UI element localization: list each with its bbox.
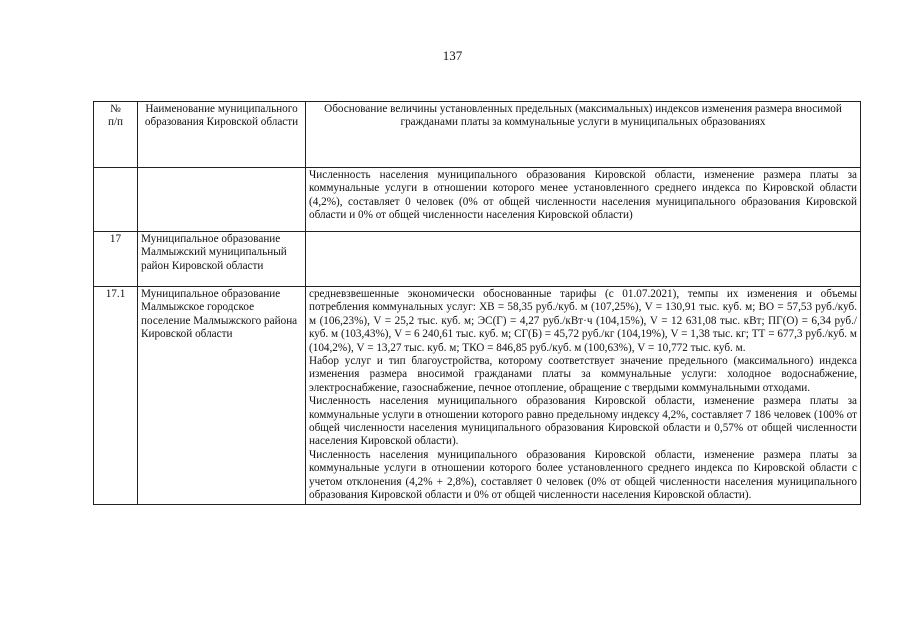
header-name: Наименование муниципального образования Кировской области (138, 102, 306, 168)
services-paragraph: Набор услуг и тип благоустройства, которому соответствует значение предельного (максимального) индекса изменения размера вносимой гражданами платы за коммунальные услуги: холодное водоснабжение, электроснабжение, газоснабжение, печное отопление, обращение с твердыми коммунальными отходами. (309, 355, 857, 394)
cell-justification (306, 232, 861, 287)
tariff-table (93, 101, 861, 505)
cell-name: Муниципальное образование Малмыжский муниципальный район Кировской области (138, 232, 306, 287)
header-justification: Обоснование величины установленных предельных (максимальных) индексов изменения размера вносимой гражданами платы за коммунальные услуги в муниципальных образованиях (306, 102, 861, 168)
population-equal-paragraph: Численность населения муниципального образования Кировской области, изменение размера платы за коммунальные услуги в отношении которого равно предельному индексу 4,2%, составляет 7 186 человек (100% от общей численности населения муниципального образования Кировской области и 0,57% от общей численности населения Кировской области). (309, 395, 857, 448)
table-row (94, 232, 861, 287)
header-num: № п/п (94, 102, 138, 168)
cell-name: Муниципальное образование Малмыжское городское поселение Малмыжского района Кировской области (138, 287, 306, 505)
table-row (94, 168, 861, 232)
cell-num: 17.1 (94, 287, 138, 505)
cell-name (138, 168, 306, 232)
page-number: 137 (442, 48, 463, 63)
cell-num (94, 168, 138, 232)
cell-justification (306, 287, 861, 505)
cell-num: 17 (94, 232, 138, 287)
cell-justification: Численность населения муниципального образования Кировской области, изменение размера платы за коммунальные услуги в отношении которого менее установленного среднего индекса по Кировской области (4,2%), составляет 0 человек (0% от общей численности населения муниципального образования Кировской области и 0% от общей численности населения Кировской области) (306, 168, 861, 232)
tariffs-paragraph: средневзвешенные экономически обоснованные тарифы (с 01.07.2021), темпы их изменения и объемы потребления коммунальных услуг: ХВ = 58,35 руб./куб. м (107,25%), V = 130,91 тыс. куб. м; ВО = 57,53 руб./куб. м (106,23%), V = 25,2 тыс. куб. м; ЭС(Г) = 4,27 руб./кВт·ч (104,15%), V = 12 631,08 тыс. кВт; ПГ(О) = 6,34 руб./куб. м (103,43%), V = 6 240,61 тыс. куб. м; СГ(Б) = 45,72 руб./кг (104,19%), V = 1,38 тыс. кг; ТТ = 677,3 руб./куб. м (104,2%), V = 13,27 тыс. куб. м; ТКО = 846,85 руб./куб. м (100,63%), V = 10,772 тыс. куб. м. (309, 288, 857, 354)
table-row (94, 287, 861, 505)
table-header-row (94, 102, 861, 168)
population-above-paragraph: Численность населения муниципального образования Кировской области, изменение размера платы за коммунальные услуги в отношении которого более установленного среднего индекса по Кировской области с учетом отклонения (4,2% + 2,8%), составляет 0 человек (0% от общей численности населения муниципального образования Кировской области и 0% от общей численности населения Кировской области). (309, 448, 857, 502)
